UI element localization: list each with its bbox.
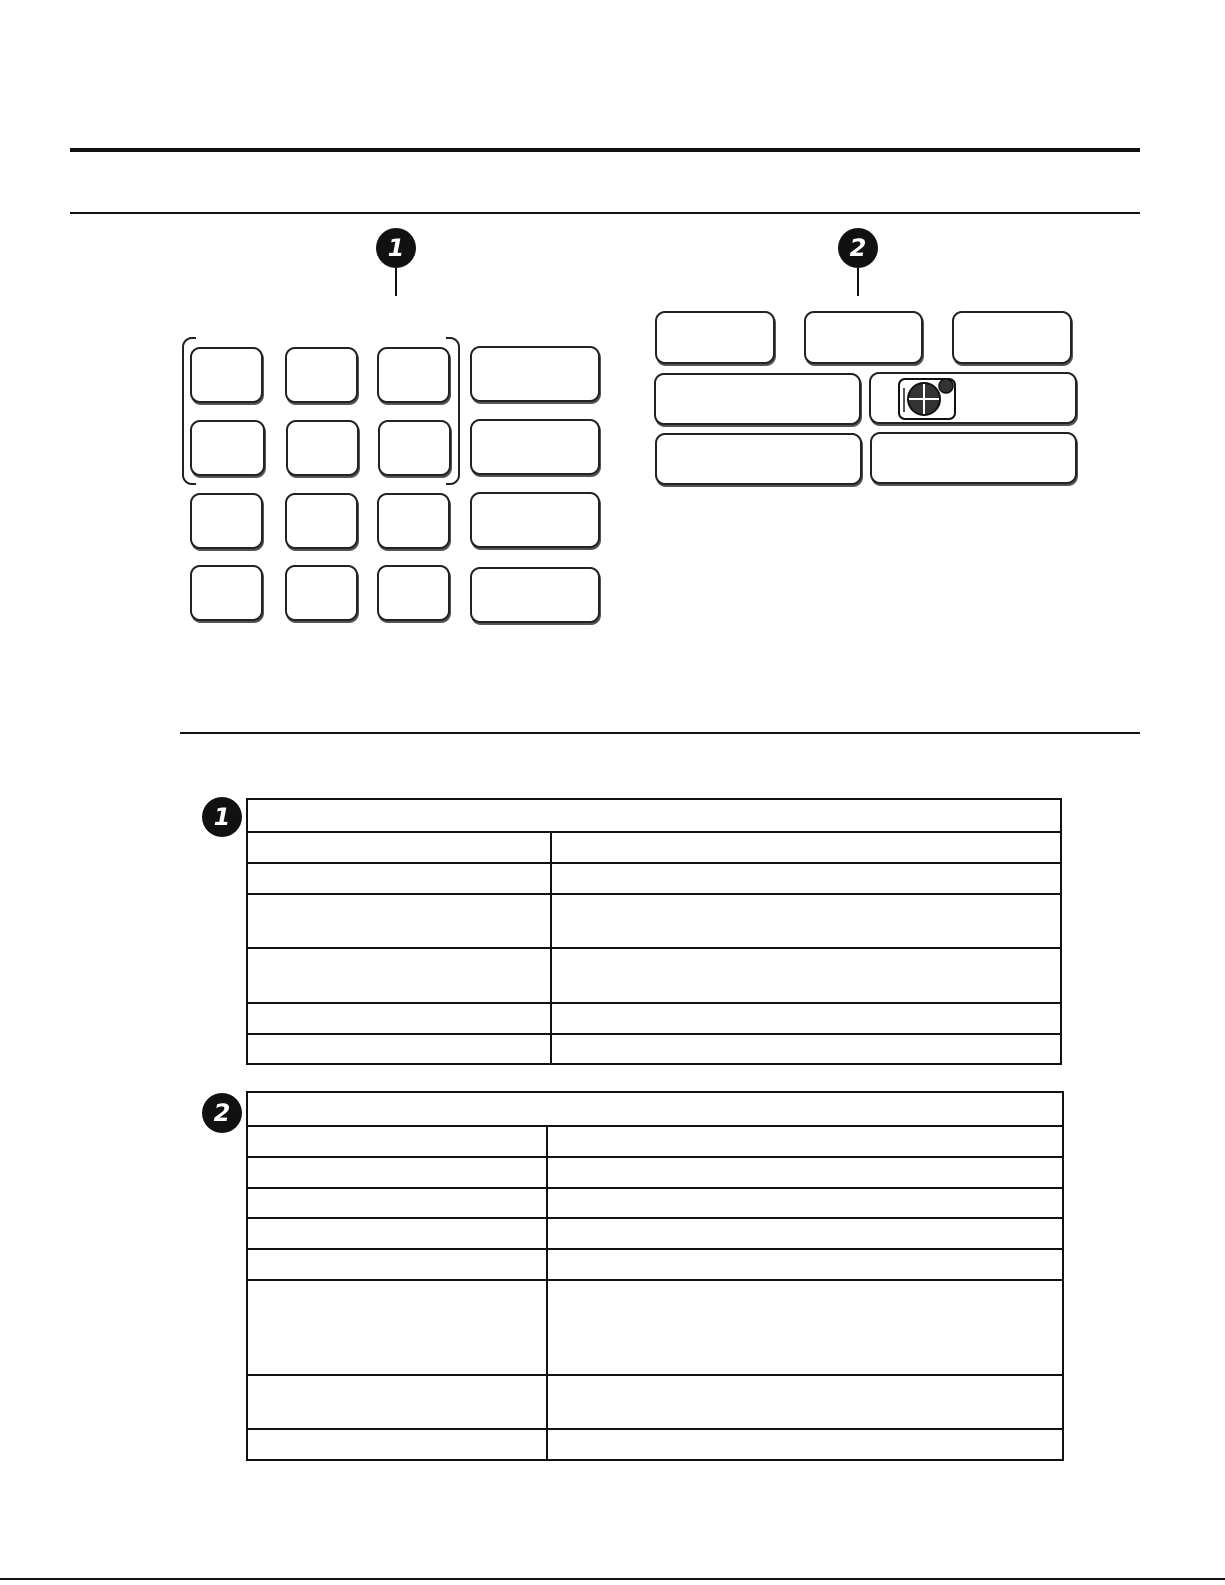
- table-row: [247, 1375, 1063, 1429]
- table-cell: [547, 1429, 1063, 1460]
- panel-2-turntable-key[interactable]: [869, 372, 1077, 424]
- table-cell: [247, 1249, 547, 1280]
- table-row: [247, 1280, 1063, 1375]
- keypad-key-1[interactable]: [190, 347, 263, 403]
- panel-2-wide-key-4[interactable]: [870, 432, 1077, 484]
- table-row: [247, 1188, 1063, 1218]
- side-key-4[interactable]: [470, 567, 600, 623]
- table-cell: [547, 1280, 1063, 1375]
- keypad-key-4[interactable]: [190, 420, 265, 476]
- keypad-key-7[interactable]: [190, 493, 263, 549]
- table-row: [247, 1218, 1063, 1249]
- table-cell: [247, 1280, 547, 1375]
- table-cell: [247, 948, 551, 1003]
- table-row: [247, 863, 1061, 894]
- table-cell: [247, 1034, 551, 1064]
- side-key-3[interactable]: [470, 492, 600, 548]
- keypad-key-9[interactable]: [377, 493, 450, 549]
- table-2-header-row: [247, 1092, 1063, 1126]
- table-cell: [547, 1188, 1063, 1218]
- panel-2-top-key-2[interactable]: [804, 311, 923, 364]
- turntable-icon: [898, 378, 956, 420]
- table-cell: [247, 1126, 547, 1157]
- footer-rule: [0, 1578, 1225, 1580]
- keypad-key-6[interactable]: [378, 420, 451, 476]
- table-cell: [247, 894, 551, 948]
- panel-2-wide-key-1[interactable]: [654, 373, 861, 425]
- panel-2-top-key-3[interactable]: [952, 311, 1072, 364]
- table-cell: [547, 1157, 1063, 1188]
- table-cell: [551, 1003, 1061, 1034]
- panel-2-top-key-1[interactable]: [655, 311, 775, 364]
- table-1: [246, 798, 1062, 1065]
- panel-1-leader: [395, 268, 397, 296]
- table-cell: [551, 894, 1061, 948]
- table-row: [247, 1003, 1061, 1034]
- panel-1-callout: 1: [376, 228, 416, 268]
- table-row: [247, 1429, 1063, 1460]
- keypad-key-10[interactable]: [190, 565, 263, 621]
- table-cell: [247, 1429, 547, 1460]
- table-row: [247, 1034, 1061, 1064]
- table-row: [247, 1157, 1063, 1188]
- table-2-header-cell: [247, 1092, 1063, 1126]
- keypad-key-3[interactable]: [377, 347, 450, 403]
- table-cell: [551, 1034, 1061, 1064]
- keypad-key-5[interactable]: [286, 420, 359, 476]
- panel-2-wide-key-3[interactable]: [655, 433, 862, 485]
- table-cell: [247, 1218, 547, 1249]
- table-cell: [247, 1375, 547, 1429]
- table-cell: [247, 863, 551, 894]
- panel-2-leader: [857, 268, 859, 296]
- table-row: [247, 832, 1061, 863]
- header-rule-bottom: [70, 212, 1140, 214]
- table-cell: [547, 1126, 1063, 1157]
- table-cell: [247, 1157, 547, 1188]
- table-1-header-cell: [247, 799, 1061, 832]
- table-cell: [247, 832, 551, 863]
- table-row: [247, 1126, 1063, 1157]
- table-row: [247, 948, 1061, 1003]
- section-rule: [180, 732, 1140, 734]
- table-cell: [247, 1003, 551, 1034]
- table-1-header-row: [247, 799, 1061, 832]
- table-cell: [547, 1218, 1063, 1249]
- keypad-key-12[interactable]: [377, 565, 450, 621]
- table-cell: [247, 1188, 547, 1218]
- table-1-callout: 1: [202, 797, 242, 837]
- table-cell: [547, 1375, 1063, 1429]
- keypad-key-8[interactable]: [285, 493, 358, 549]
- keypad-key-11[interactable]: [285, 565, 358, 621]
- panel-2-callout: 2: [838, 228, 878, 268]
- table-cell: [551, 948, 1061, 1003]
- table-cell: [551, 863, 1061, 894]
- header-rule-top: [70, 148, 1140, 152]
- keypad-key-2[interactable]: [285, 347, 358, 403]
- table-row: [247, 1249, 1063, 1280]
- table-2-callout: 2: [202, 1093, 242, 1133]
- side-key-2[interactable]: [470, 419, 600, 475]
- table-cell: [547, 1249, 1063, 1280]
- table-2: [246, 1091, 1064, 1461]
- table-row: [247, 894, 1061, 948]
- side-key-1[interactable]: [470, 346, 600, 402]
- table-cell: [551, 832, 1061, 863]
